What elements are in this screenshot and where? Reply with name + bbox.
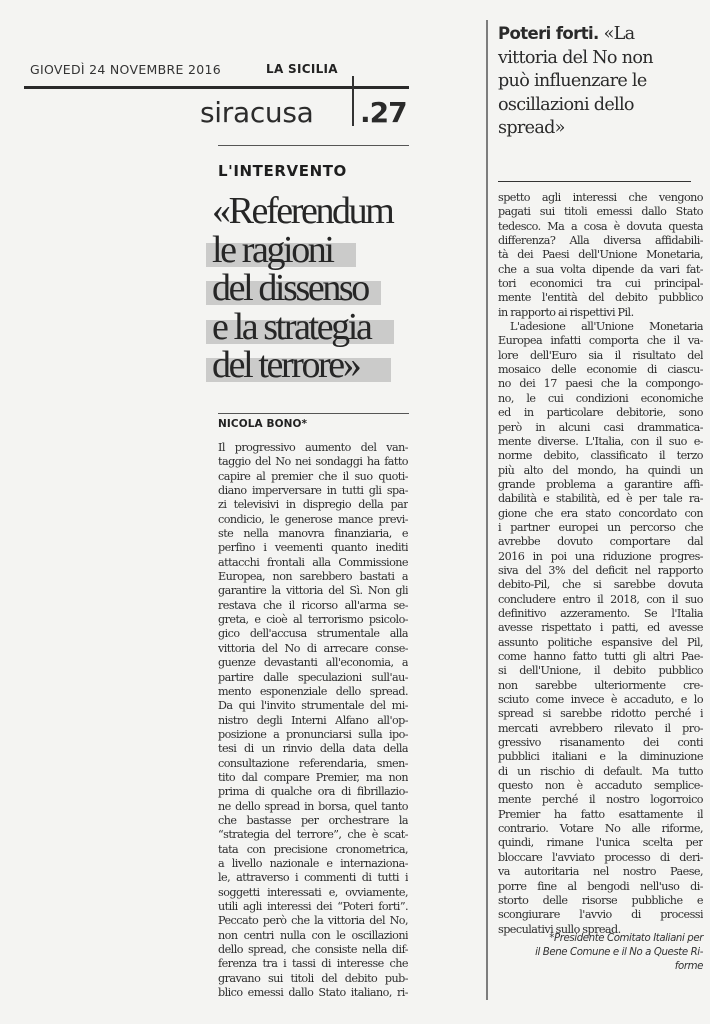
text-line: lore dell'Euro sia il risultato del <box>498 348 703 362</box>
text-line: siva del 3% del deficit nel rapporto <box>498 563 703 577</box>
text-line: nistro degli Interni Alfano all'op- <box>218 713 408 727</box>
header-divider <box>352 76 354 126</box>
text-line: soggetti interessati e, ovviamente, <box>218 885 408 899</box>
text-line: assunto politiche espansive del Pil, <box>498 635 703 649</box>
text-line: “strategia del terrore”, che è scat- <box>218 828 408 842</box>
author-byline: NICOLA BONO* <box>218 418 308 430</box>
text-line: tà dei Paesi dell'Unione Monetaria, <box>498 248 703 262</box>
text-line: gione che era stato concordato con <box>498 506 703 520</box>
issue-date: GIOVEDÌ 24 NOVEMBRE 2016 <box>30 62 221 77</box>
text-line: ed in particolare debitorie, sono <box>498 406 703 420</box>
text-line: bloccare l'avviato processo di deri- <box>498 850 703 864</box>
text-line: condicio, le generose mance previ- <box>218 512 408 526</box>
text-line: consultazione referendaria, smen- <box>218 756 408 770</box>
text-line: Europea infatti comporta che il va- <box>498 334 703 348</box>
text-line: come hanno fatto tutti gli altri Pae- <box>498 650 703 663</box>
text-line: ste nella manovra finanziaria, e <box>218 527 408 541</box>
newspaper-name: LA SICILIA <box>266 62 338 76</box>
text-line: avesse rispettato i patti, ed avesse <box>498 621 703 635</box>
text-line: greta, e cioè al terrorismo psicolo- <box>218 613 408 627</box>
text-line: mente perché il nostro logorroico <box>498 793 703 807</box>
sidebar-headline-line: spread» <box>498 118 565 138</box>
text-line: diano imperversare in tutti gli spa- <box>218 484 408 498</box>
sidebar-headline-line: vittoria del No non <box>498 47 653 68</box>
column-divider <box>486 20 488 1000</box>
text-line: mento esponenziale dello spread. <box>218 684 408 698</box>
text-line: attacchi frontali alla Commissione <box>218 555 408 569</box>
text-line: più alto del mondo, ha quindi un <box>498 463 703 477</box>
text-line: mercati avrebbero rilevato il pro- <box>498 721 703 735</box>
headline-line: del terrore» <box>212 346 412 385</box>
text-line: gico dell'accusa strumentale alla <box>218 627 408 641</box>
sidebar-headline <box>498 22 708 141</box>
text-line: utili agli interessi dei “Poteri forti”. <box>218 900 408 913</box>
text-line: va autoritaria nel nostro Paese, <box>498 865 703 879</box>
text-line: però in alcuni casi drammatica- <box>498 420 703 434</box>
sidebar-headline-line: può influenzare le <box>498 71 647 91</box>
sidebar-headline-line: oscillazioni dello <box>498 94 634 115</box>
text-line: non sarebbe ulteriormente cre- <box>498 678 703 692</box>
text-line: capire al premier che il suo quoti- <box>218 469 408 483</box>
headline-line: «Referendum <box>212 190 393 232</box>
section-rule <box>218 145 409 146</box>
sidebar-headline-lead: Poteri forti. <box>498 24 599 43</box>
text-line: perfino i veementi quanto inediti <box>218 541 408 555</box>
text-line: taggio del No nei sondaggi ha fatto <box>218 455 408 469</box>
text-line: L'adesione all'Unione Monetaria <box>510 320 703 334</box>
text-line: mente l'entità del debito pubblico <box>498 291 703 305</box>
page-number: .27 <box>360 96 407 129</box>
footnote-line: il Bene Comune e il No a Queste Ri- <box>535 947 703 958</box>
text-line: tata con precisione cronometrica, <box>218 842 408 856</box>
text-line: le, attraverso i commenti di tutti i <box>218 871 408 885</box>
text-line: che a sua volta dipende da vari fat- <box>498 262 703 276</box>
text-line: ne dello spread in borsa, quel tanto <box>218 799 408 813</box>
text-line: no dei 17 paesi che la compongo- <box>498 377 703 391</box>
author-footnote <box>498 932 703 974</box>
footnote-line: forme <box>674 961 703 972</box>
text-line: ferenza tra i tassi di interesse che <box>218 957 408 971</box>
headline-line: e la strategia <box>212 308 412 347</box>
text-line: mosaico delle economie di ciascu- <box>498 363 703 377</box>
text-line: scongiurare l'avvio di processi <box>498 908 703 922</box>
text-line: avrebbe dovuto comportare dal <box>498 535 703 549</box>
text-line: vittoria del No di arrecare conse- <box>218 641 408 655</box>
text-line: Il progressivo aumento del van- <box>218 441 408 454</box>
text-line: di un rischio di default. Ma tutto <box>498 764 703 778</box>
text-line: garantire la vittoria del Sì. Non gli <box>218 584 408 598</box>
text-line: spread si sarebbe ridotto perché i <box>498 707 703 721</box>
text-line: questo non è accaduto semplice- <box>498 779 703 793</box>
text-line: dabilità e stabilità, ed è per tale ra- <box>498 492 703 506</box>
text-line: non centri nulla con le oscillazioni <box>218 928 408 942</box>
text-line: Peccato però che la vittoria del No, <box>218 914 408 928</box>
text-line: sciuto come invece è accaduto, e lo <box>498 693 703 707</box>
text-line: che bastasse per orchestrare la <box>218 813 408 827</box>
text-line: no, le cui condizioni economiche <box>498 391 703 405</box>
text-line: mente diverse. L'Italia, con il suo e- <box>498 434 703 448</box>
text-line: prima di qualche ora di fibrillazio- <box>218 785 408 799</box>
text-line: spetto agli interessi che vengono <box>498 191 703 204</box>
text-line: pagati sui titoli emessi dallo Stato <box>498 205 703 219</box>
text-line: pubblici italiani e la diminuzione <box>498 750 703 764</box>
text-line: concludere entro il 2018, con il suo <box>498 592 703 606</box>
text-line: differenza? Alla diversa affidabili- <box>498 234 703 248</box>
section-name: siracusa <box>200 96 314 129</box>
headline-line: le ragioni <box>212 231 412 270</box>
text-line: tori economici tra cui principal- <box>498 277 703 291</box>
text-line: in rapporto ai rispettivi Pil. <box>498 305 634 319</box>
text-line: storto delle risorse pubbliche e <box>498 893 703 907</box>
text-line: speculativi sullo spread. <box>498 922 621 936</box>
text-line: norme debito, classificato il terzo <box>498 449 703 463</box>
article-headline <box>212 192 412 385</box>
text-line: restava che il ricorso all'arma se- <box>218 598 408 612</box>
text-line: 2016 in poi una riduzione progres- <box>498 549 703 563</box>
text-line: gressivo risanamento dei conti <box>498 736 703 750</box>
text-line: definitivo azzeramento. Se l'Italia <box>498 606 703 620</box>
article-column-2 <box>498 191 703 937</box>
sidebar-rule <box>498 181 691 182</box>
footnote-line: *Presidente Comitato Italiani per <box>549 933 703 944</box>
text-line: Europea, non sarebbero bastati a <box>218 570 408 584</box>
text-line: zi televisivi in dispregio della par <box>218 498 408 512</box>
text-line: dello spread, che consiste nella dif- <box>218 943 408 957</box>
text-line: blico emessi dallo Stato italiano, ri- <box>218 986 408 1000</box>
text-line: Premier ha fatto esattamente il <box>498 807 703 821</box>
text-line: quindi, rimane l'unica scelta per <box>498 836 703 850</box>
article-kicker: L'INTERVENTO <box>218 162 347 180</box>
text-line: debito-Pil, che si sarebbe dovuta <box>498 578 703 592</box>
text-line: tedesco. Ma a cosa è dovuta questa <box>498 219 703 233</box>
text-line: si dell'Unione, il debito pubblico <box>498 664 703 678</box>
headline-line: del dissenso <box>212 269 412 308</box>
text-line: tito dal compare Premier, ma non <box>218 770 408 784</box>
byline-rule <box>218 413 409 414</box>
text-line: i partner europei un percorso che <box>498 520 703 534</box>
sidebar-headline-line: «La <box>598 24 635 44</box>
text-line: a livello nazionale e internaziona- <box>218 856 408 870</box>
text-line: porre fine al bengodi nell'uso di- <box>498 879 703 893</box>
text-line: Da qui l'invito strumentale del mi- <box>218 699 408 713</box>
text-line: grande problema a garantire affi- <box>498 477 703 491</box>
text-line: gravano sui titoli del debito pub- <box>218 971 408 985</box>
text-line: guenze devastanti all'economia, a <box>218 656 408 670</box>
text-line: contrario. Votare No alle riforme, <box>498 822 703 836</box>
text-line: tesi di un rinvio della data della <box>218 742 408 756</box>
text-line: partire dalle speculazioni sull'au- <box>218 670 408 684</box>
text-line: posizione a pronunciarsi sulla ipo- <box>218 727 408 741</box>
article-column-1 <box>218 441 408 1000</box>
